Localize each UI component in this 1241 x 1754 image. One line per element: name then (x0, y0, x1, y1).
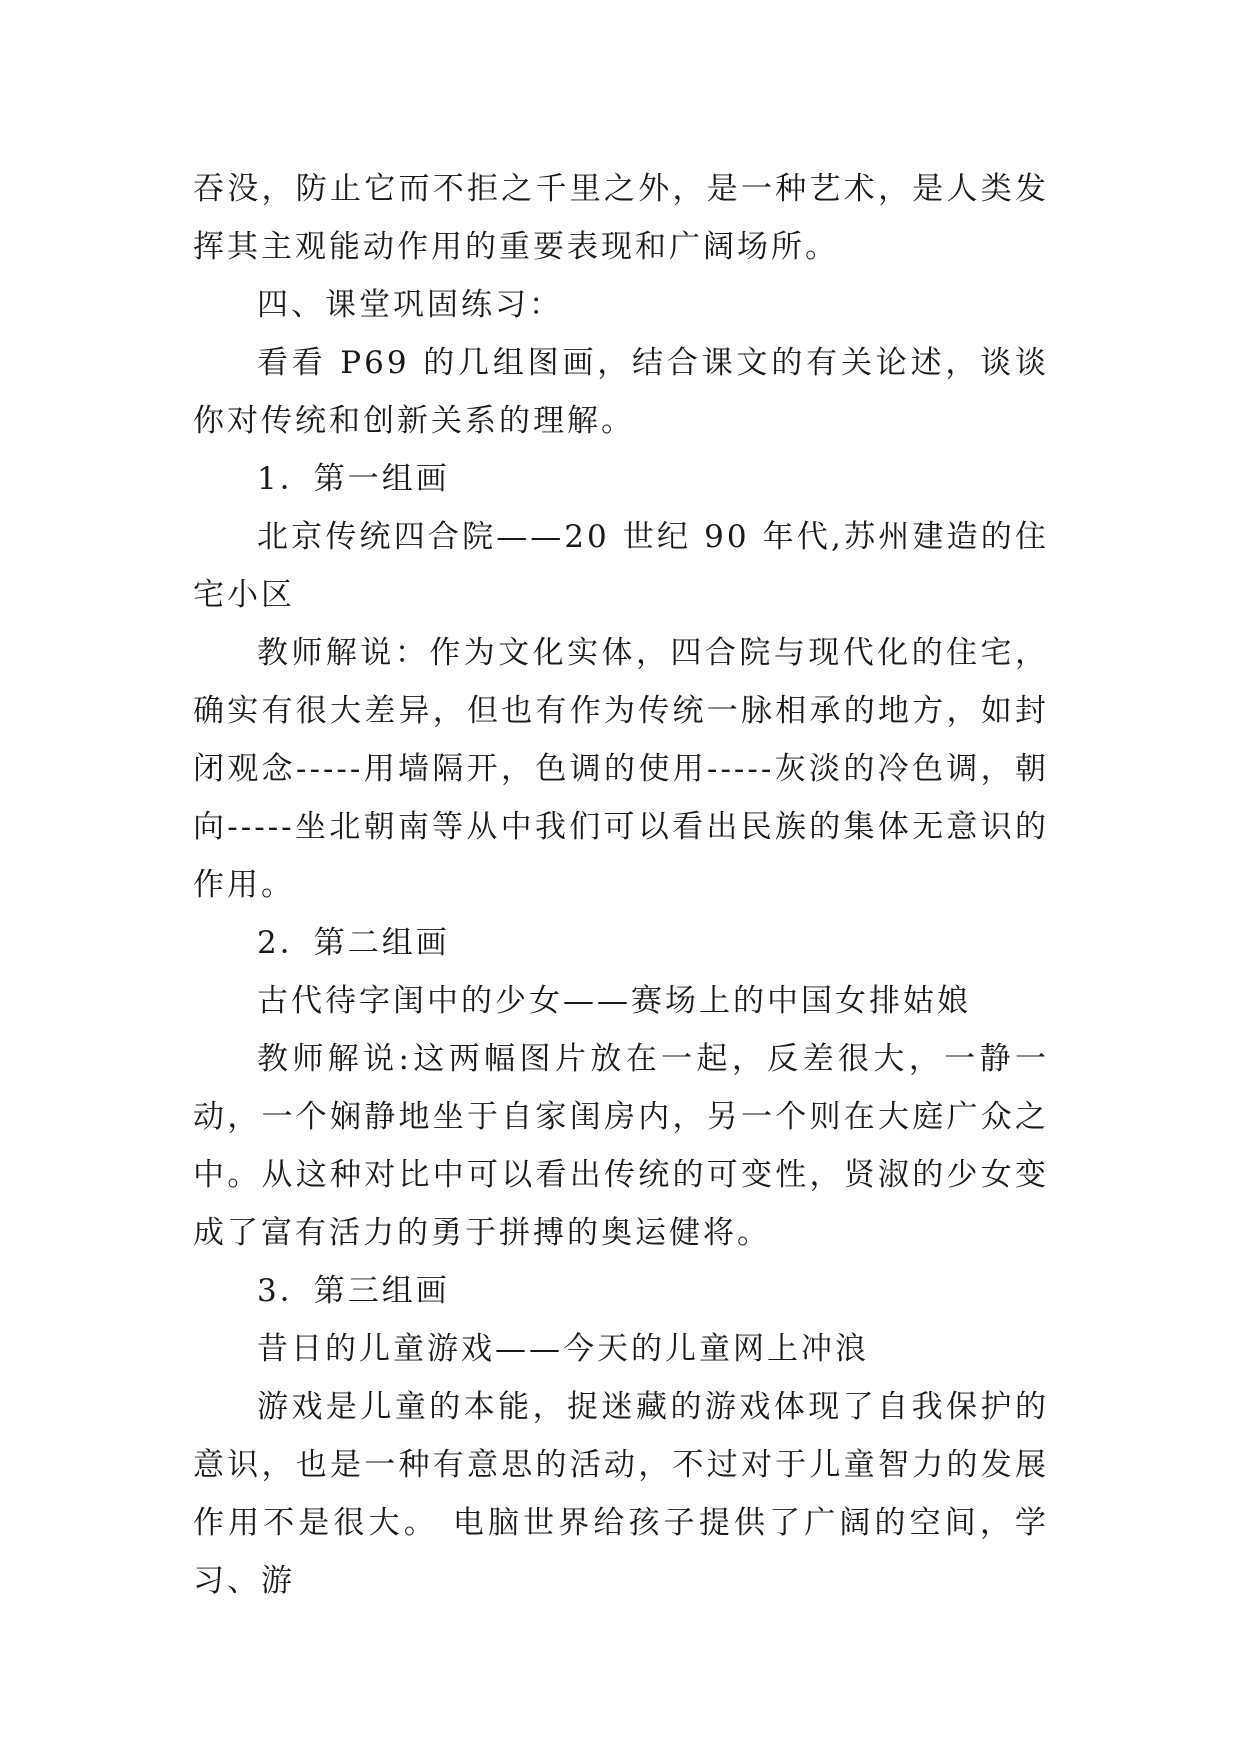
paragraph-task: 看看 P69 的几组图画，结合课文的有关论述，谈谈你对传统和创新关系的理解。 (193, 345, 1049, 439)
section-heading-classroom-practice: 四、课堂巩固练习： (257, 287, 563, 323)
item-heading-group-2: 2．第二组画 (257, 925, 450, 961)
paragraph-group-1-title: 北京传统四合院——20 世纪 90 年代,苏州建造的住宅小区 (193, 519, 1049, 613)
document-body (193, 160, 1049, 1610)
paragraph-group-3-title: 昔日的儿童游戏——今天的儿童网上冲浪 (257, 1331, 869, 1367)
item-heading-group-3: 3．第三组画 (257, 1273, 450, 1309)
paragraph-continuation: 吞没，防止它而不拒之千里之外，是一种艺术，是人类发挥其主观能动作用的重要表现和广阔场所。 (193, 171, 1049, 265)
paragraph-group-3-commentary: 游戏是儿童的本能，捉迷藏的游戏体现了自我保护的意识，也是一种有意思的活动，不过对于儿童智力的发展作用不是很大。 电脑世界给孩子提供了广阔的空间，学习、游 (193, 1389, 1049, 1599)
paragraph-group-2-title: 古代待字闺中的少女——赛场上的中国女排姑娘 (257, 983, 971, 1019)
paragraph-group-1-commentary: 教师解说：作为文化实体，四合院与现代化的住宅，确实有很大差异，但也有作为传统一脉相承的地方，如封闭观念-----用墙隔开，色调的使用-----灰淡的冷色调，朝向-----坐北朝南等从中我们可以看出民族的集体无意识的作用。 (193, 635, 1049, 903)
paragraph-group-2-commentary: 教师解说:这两幅图片放在一起，反差很大，一静一动，一个娴静地坐于自家闺房内，另一个则在大庭广众之中。从这种对比中可以看出传统的可变性，贤淑的少女变成了富有活力的勇于拼搏的奥运健将。 (193, 1041, 1049, 1251)
item-heading-group-1: 1．第一组画 (257, 461, 450, 497)
